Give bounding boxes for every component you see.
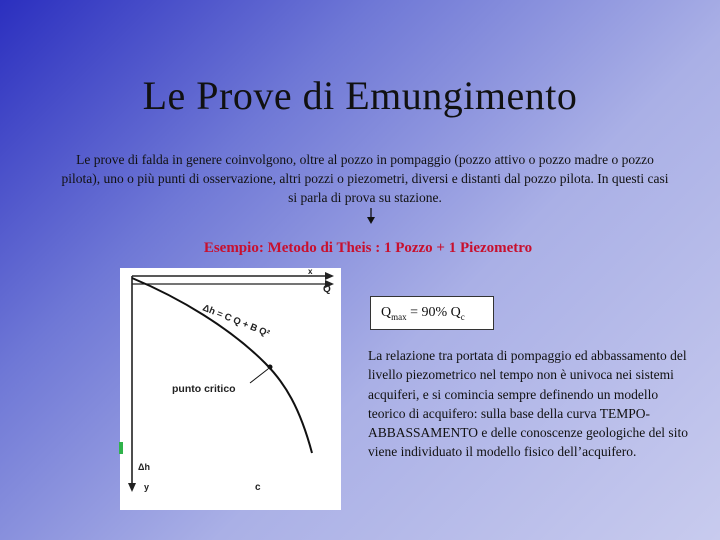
qc-sub: c [460, 311, 465, 322]
relation-paragraph: La relazione tra portata di pompaggio ed abbassamento del livello piezometrico nel tempo non è univoca nei sistemi acquiferi, e si comincia sempre definendo un modello teorico di acquifero: sulla base della curva TEMPO-ABBASSAMENTO e delle conoscenze geologiche del sito viene individuato il modello fisico dell’acquifero. [368, 348, 688, 460]
equation-label: Δh = C Q + B Q² [200, 302, 272, 340]
axis-y-label: y [144, 482, 150, 492]
qmax-relation: = 90% Q [406, 305, 461, 320]
drawdown-curve-figure [120, 268, 341, 510]
intro-paragraph: Le prove di falda in genere coinvolgono, oltre al pozzo in pompaggio (pozzo attivo o pozzo madre o pozzo pilota), uno o più punti di osservazione, altri pozzi o piezometri, diversi e distanti dal pozzo pilota. In questi casi si parla di prova su stazione. [61, 152, 669, 205]
green-marker [119, 442, 123, 454]
qmax-sub: max [391, 311, 407, 322]
qmax-q: Q [381, 305, 392, 320]
slide-title: Le Prove di Emungimento [142, 73, 578, 118]
critical-point-label: punto critico [172, 383, 236, 395]
example-heading: Esempio: Metodo di Theis : 1 Pozzo + 1 Piezometro [203, 240, 533, 256]
qmax-box [370, 296, 494, 330]
axis-dh-label: Δh [138, 462, 150, 472]
curve-label: c [255, 482, 261, 493]
axis-x-label: x [308, 268, 313, 276]
axis-q-label: Q [323, 284, 331, 295]
down-arrow-icon [366, 208, 376, 224]
